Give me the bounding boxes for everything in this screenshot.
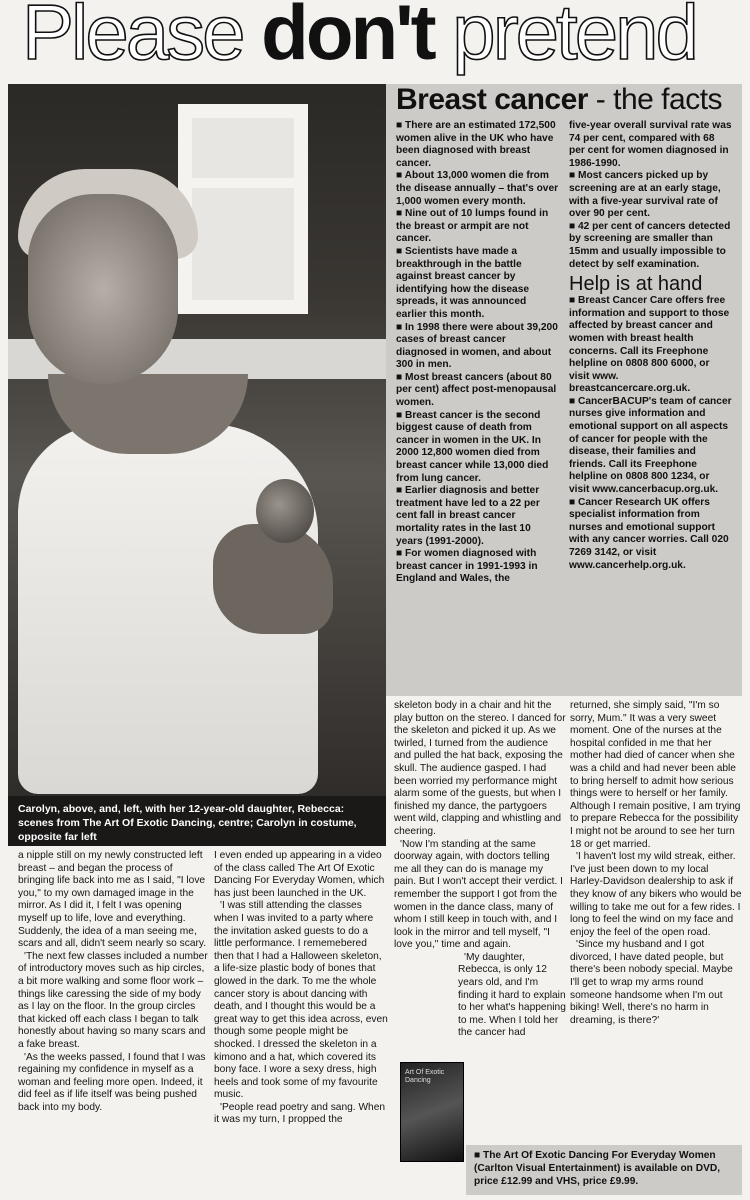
headline	[22, 0, 742, 76]
dvd-cover-image	[400, 1062, 464, 1162]
article-paragraph: 'I haven't lost my wild streak, either. I've just been down to my local Harley-Davidson dealership to ask if they know of any bikers who would be willing to take me out for a few rides. I long to feel the wind on my face and enjoy the feel of the open road.	[570, 851, 742, 938]
article-column-1	[18, 850, 208, 1114]
article-paragraph: 'Now I'm standing at the same doorway again, with doctors telling me all they can do is manage my pain. But I won't accept their verdict. I remember the support I got from the women in the dance class, many of whom I still keep in touch with, and I look in the mirror and tell myself, "I love you," time and again.	[394, 838, 563, 951]
photo-face	[28, 194, 178, 384]
facts-title-light: - the facts	[587, 83, 723, 116]
article-paragraph: returned, she simply said, "I'm so sorry, Mum." It was a very sweet moment. One of the nurses at the hospital confided in me that her mother had died of cancer when she was a child and had never been able to bring herself to admit how serious things were to herself or her family. Although I remain positive, I am trying to prepare Rebecca for the possibility I might not be around to see her turn 18 or get married.	[570, 700, 741, 850]
facts-title	[396, 84, 732, 116]
article-paragraph: skeleton body in a chair and hit the play button on the stereo. I danced for the skeleton and picked it up. As we twirled, I turned from the audience and pulled the hat back, exposing the skull. The audience gasped. I had been worried my performance might alarm some of the guests, but when I finished my dance, the partygoers went wild, clapping and whistling and cheering.	[394, 700, 566, 837]
dvd-info-text: ■ The Art Of Exotic Dancing For Everyday Women (Carlton Visual Entertainment) is available on DVD, price £12.99 and VHS, price £9.99.	[474, 1149, 734, 1188]
article-column-2	[214, 850, 388, 1127]
article-paragraph: 'As the weeks passed, I found that I was regaining my confidence in myself as a woman and feeling more open. Indeed, it did feel as if life itself was being pushed back into my body.	[18, 1051, 206, 1113]
article-paragraph: 'My daughter, Rebecca, is only 12 years old, and I'm finding it hard to explain to her what's happening to me. When I told her the cancer had	[458, 951, 566, 1039]
dvd-info-box	[466, 1145, 742, 1195]
headline-part-2: pretend	[433, 0, 696, 76]
help-item: ■ Breast Cancer Care offers free information and support to those affected by breast cancer and women with breast health concerns. Call its Freephone helpline on 0808 800 6000, or visit www. breastcancercare.org.uk.	[569, 295, 732, 396]
photo-caption: Carolyn, above, and, left, with her 12-year-old daughter, Rebecca: scenes from The Art Of Exotic Dancing, centre; Carolyn in costume, opposite far left	[8, 796, 386, 846]
help-title: Help is at hand	[569, 273, 703, 296]
facts-title-bold: Breast cancer	[396, 83, 588, 116]
fact-item: ■ About 13,000 women die from the disease annually – that's over 1,000 women every month.	[396, 170, 559, 208]
help-item: ■ CancerBACUP's team of cancer nurses give information and emotional support on all aspects of cancer for people with the disease, their families and friends. Call its Freephone helpline on 0808 800 1234, or visit www.cancerbacup.org.uk.	[569, 396, 732, 497]
help-item: ■ Cancer Research UK offers specialist information from nurses and emotional support with any cancer worries. Call 020 7269 3142, or visit www.cancerhelp.org.uk.	[569, 497, 732, 573]
facts-column-1	[396, 120, 559, 586]
article-column-3	[394, 700, 566, 1040]
fact-item: ■ 42 per cent of cancers detected by screening are smaller than 15mm and usually impossible to detect by self examination.	[569, 221, 732, 271]
fact-continued: five-year overall survival rate was 74 per cent, compared with 68 per cent for women diagnosed in 1986-1990.	[569, 120, 732, 169]
article-paragraph: 'The next few classes included a number of introductory moves such as hip circles, a bit more walking and some floor work – things like caressing the side of my body as I lay on the floor. In the group circles that kicked off each class I began to talk honestly about having so many scars and a fake breast.	[18, 950, 208, 1050]
photo-ball	[256, 479, 314, 543]
fact-item: ■ Earlier diagnosis and better treatment have led to a 22 per cent fall in breast cancer mortality rates in the last 10 years (1991-2000).	[396, 485, 559, 548]
article-paragraph: a nipple still on my newly constructed left breast – and began the process of bringing life back into me as I said, "I love you," to my own damaged image in the mirror. As I did it, I felt I was opening myself up to life, love and everything. Suddenly, the idea of a man seeing me, scars and all, didn't seem nearly so scary.	[18, 850, 207, 950]
article-paragraph: 'I was still attending the classes when I was invited to a party where the invitation asked guests to do a little performance. I rememebered then that I had a Halloween skeleton, a life-size plastic body of bones that glowed in the dark. To me the whole cancer story is about dancing with death, and I thought this would be a great way to get this idea across, even though some people might be shocked. I dressed the skeleton in a kimono and a hat, which covered its bony face. I wore a sexy dress, high heels and took some of my favourite music.	[214, 900, 388, 1101]
headline-bold: don't	[261, 0, 434, 76]
facts-box	[386, 84, 742, 696]
fact-item: ■ In 1998 there were about 39,200 cases of breast cancer diagnosed in women, and about 300 in men.	[396, 322, 559, 372]
facts-column-2	[569, 120, 732, 586]
fact-item: ■ Scientists have made a breakthrough in the battle against breast cancer by identifying how the disease spreads, it was announced earlier this month.	[396, 246, 559, 322]
article-paragraph: I even ended up appearing in a video of the class called The Art Of Exotic Dancing For Everyday Women, which has just been launched in the UK.	[214, 850, 385, 899]
fact-item: ■ Most breast cancers (about 80 per cent) affect post-menopausal women.	[396, 372, 559, 410]
headline-part-1: Please	[22, 0, 262, 76]
fact-item: ■ There are an estimated 172,500 women alive in the UK who have been diagnosed with breast cancer.	[396, 120, 559, 170]
fact-item: ■ Most cancers picked up by screening are at an early stage, with a five-year survival rate of over 90 per cent.	[569, 170, 732, 220]
fact-item: ■ Breast cancer is the second biggest cause of death from cancer in women in the UK. In 2000 12,800 women died from breast cancer while 13,000 died from lung cancer.	[396, 410, 559, 486]
fact-item: ■ For women diagnosed with breast cancer in 1991-1993 in England and Wales, the	[396, 548, 559, 586]
article-paragraph: 'People read poetry and sang. When it was my turn, I propped the	[214, 1101, 386, 1126]
fact-item: ■ Nine out of 10 lumps found in the breast or armpit are not cancer.	[396, 208, 559, 246]
article-column-4	[570, 700, 742, 1027]
article-paragraph: 'Since my husband and I got divorced, I have dated people, but there's been nobody special. Maybe I'll get to wrap my arms round someone handsome when I'm out biking! Well, there's no harm in dreaming, is there?'	[570, 939, 733, 1026]
photo-carolyn	[8, 84, 386, 796]
photo-window	[178, 104, 308, 314]
dvd-cover-title: Art Of Exotic Dancing	[405, 1069, 445, 1084]
